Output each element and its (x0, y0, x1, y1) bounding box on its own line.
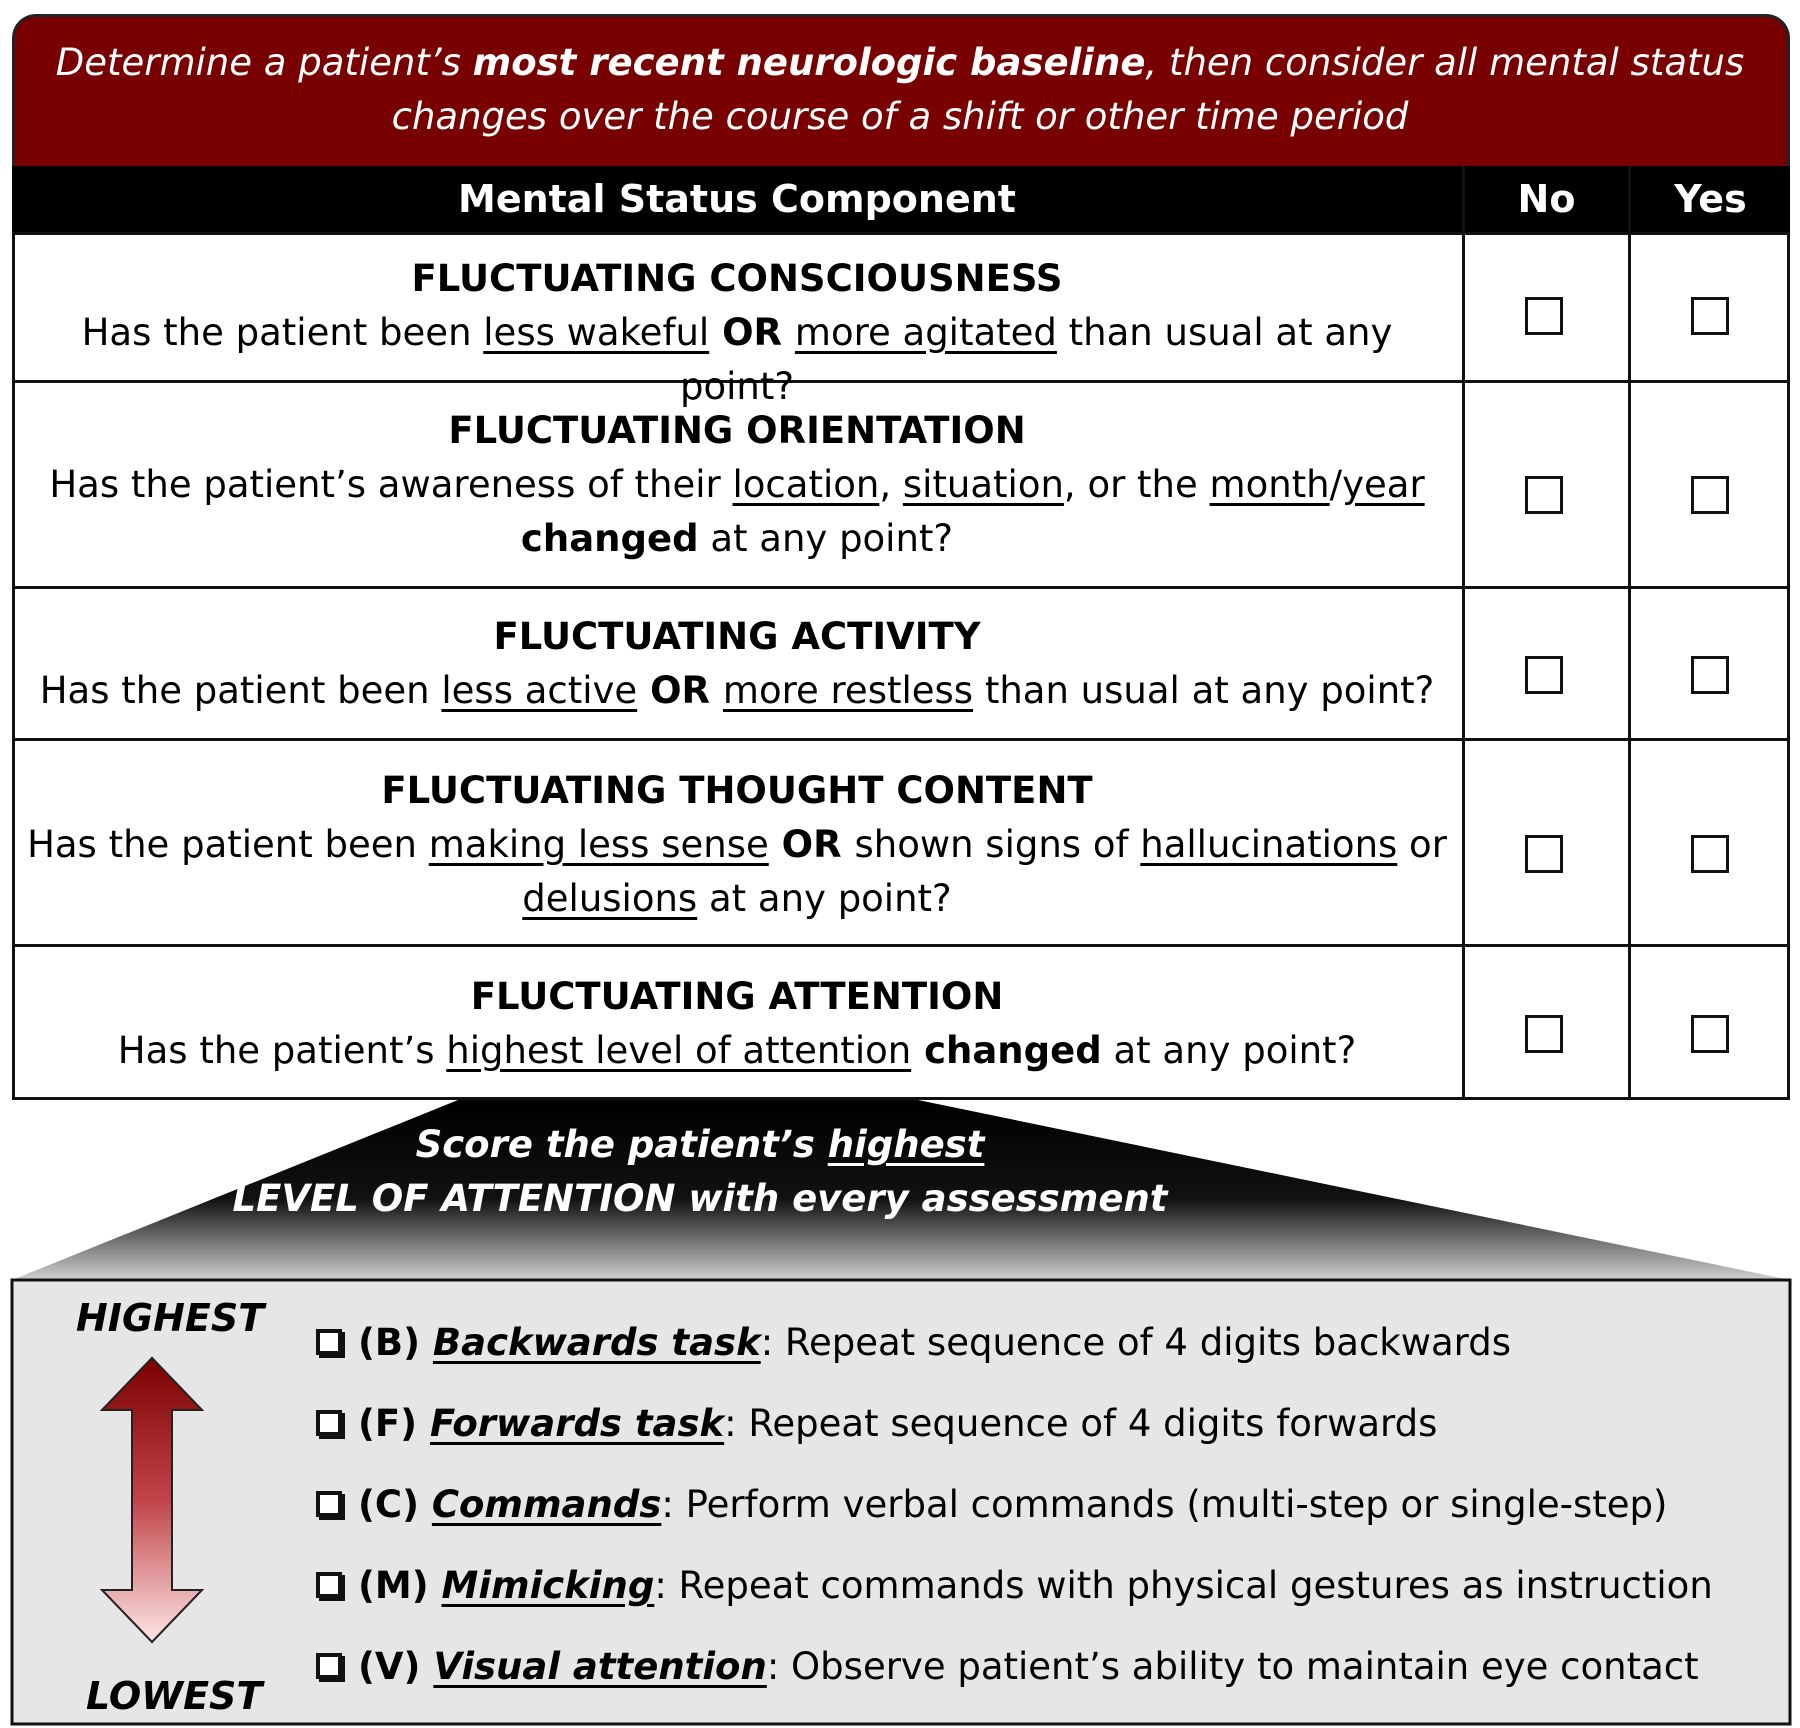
row-text: than usual at any point? (680, 311, 1393, 408)
row-underlined: situation (902, 463, 1064, 506)
task-checkbox[interactable] (316, 1329, 342, 1355)
no-checkbox[interactable] (1525, 835, 1563, 873)
no-checkbox[interactable] (1525, 1015, 1563, 1053)
task-item-forwards (316, 1399, 1437, 1449)
task-name: Visual attention (433, 1645, 767, 1688)
row-text: or (1397, 823, 1447, 866)
row-text: than usual at any point? (973, 669, 1435, 712)
row-text: Has the patient’s (117, 1029, 447, 1072)
task-item-visual-attention (316, 1642, 1699, 1692)
task-desc: : Repeat sequence of 4 digits backwards (760, 1321, 1511, 1364)
task-checkbox[interactable] (316, 1653, 342, 1679)
col-header-no: No (1517, 177, 1576, 221)
task-code: (B) (358, 1321, 433, 1364)
row-text: , (879, 463, 903, 506)
yes-checkbox[interactable] (1691, 656, 1729, 694)
row-underlined: less wakeful (483, 311, 710, 354)
funnel-text (200, 1118, 1200, 1226)
row-title: FLUCTUATING CONSCIOUSNESS (411, 257, 1063, 300)
banner-line2: changes over the course of a shift or other time period (391, 95, 1409, 138)
row-underlined: less active (441, 669, 638, 712)
task-desc: : Repeat commands with physical gestures as instruction (654, 1564, 1713, 1607)
column-divider-no (1462, 166, 1465, 1100)
task-checkbox[interactable] (316, 1572, 342, 1598)
row-text: shown signs of (854, 823, 1141, 866)
row-text: Has the patient’s awareness of their (49, 463, 733, 506)
row-underlined: more agitated (794, 311, 1057, 354)
task-checkbox[interactable] (316, 1491, 342, 1517)
row-underlined: more restless (722, 669, 974, 712)
row-title: FLUCTUATING ATTENTION (470, 975, 1004, 1018)
task-item-commands (316, 1480, 1667, 1530)
row-text: Has the patient been (81, 311, 484, 354)
highest-label: HIGHEST (76, 1296, 265, 1340)
table-row (24, 970, 1450, 1078)
task-name: Forwards task (429, 1402, 725, 1445)
column-divider-yes (1628, 166, 1631, 1100)
banner-text (40, 36, 1760, 144)
task-code: (M) (358, 1564, 442, 1607)
col-header-component: Mental Status Component (458, 177, 1016, 221)
table-row (24, 764, 1450, 926)
lowest-label: LOWEST (86, 1674, 263, 1718)
row-underlined: hallucinations (1140, 823, 1398, 866)
task-name: Backwards task (432, 1321, 761, 1364)
table-row (24, 610, 1450, 718)
row-bold: OR (768, 823, 855, 866)
task-name: Commands (431, 1483, 662, 1526)
banner-line1-bold: most recent neurologic baseline (472, 41, 1146, 84)
row-bold: OR (709, 311, 795, 354)
task-name: Mimicking (441, 1564, 655, 1607)
no-checkbox[interactable] (1525, 297, 1563, 335)
task-checkbox[interactable] (316, 1410, 342, 1436)
banner-line1-pre: Determine a patient’s (55, 41, 473, 84)
task-code: (C) (358, 1483, 432, 1526)
yes-checkbox[interactable] (1691, 476, 1729, 514)
task-desc: : Repeat sequence of 4 digits forwards (724, 1402, 1438, 1445)
row-divider (12, 738, 1790, 741)
yes-checkbox[interactable] (1691, 297, 1729, 335)
funnel-line1-underlined: highest (827, 1123, 985, 1166)
row-underlined: delusions (522, 877, 698, 920)
row-text: , or the (1063, 463, 1210, 506)
row-text: at any point? (1101, 1029, 1357, 1072)
banner-line1-post: , then consider all mental status (1145, 41, 1745, 84)
row-bold: changed (520, 517, 699, 560)
table-row (24, 404, 1450, 566)
row-title: FLUCTUATING ACTIVITY (493, 615, 981, 658)
task-item-backwards (316, 1318, 1511, 1368)
yes-checkbox[interactable] (1691, 1015, 1729, 1053)
table-header (12, 166, 1790, 232)
row-underlined: location (732, 463, 880, 506)
task-code: (V) (358, 1645, 434, 1688)
row-bold: changed (911, 1029, 1102, 1072)
row-underlined: making less sense (428, 823, 769, 866)
task-item-mimicking (316, 1561, 1713, 1611)
row-title: FLUCTUATING ORIENTATION (448, 409, 1026, 452)
task-code: (F) (358, 1402, 430, 1445)
row-title: FLUCTUATING THOUGHT CONTENT (381, 769, 1093, 812)
no-checkbox[interactable] (1525, 656, 1563, 694)
row-underlined: year (1342, 463, 1425, 506)
funnel-line2: LEVEL OF ATTENTION with every assessment (232, 1177, 1168, 1220)
row-text: / (1329, 463, 1343, 506)
row-text: Has the patient been (39, 669, 442, 712)
no-checkbox[interactable] (1525, 476, 1563, 514)
row-divider (12, 586, 1790, 589)
funnel-line1-pre: Score the patient’s (415, 1123, 828, 1166)
row-bold: OR (637, 669, 723, 712)
task-desc: : Perform verbal commands (multi-step or single-step) (661, 1483, 1668, 1526)
row-underlined: month (1209, 463, 1330, 506)
col-header-yes: Yes (1674, 177, 1747, 221)
yes-checkbox[interactable] (1691, 835, 1729, 873)
task-desc: : Observe patient’s ability to maintain eye contact (766, 1645, 1699, 1688)
row-text: at any point? (698, 517, 954, 560)
row-text: at any point? (697, 877, 952, 920)
row-divider (12, 944, 1790, 947)
row-underlined: highest level of attention (446, 1029, 912, 1072)
row-text: Has the patient been (27, 823, 429, 866)
table-row (24, 252, 1450, 414)
